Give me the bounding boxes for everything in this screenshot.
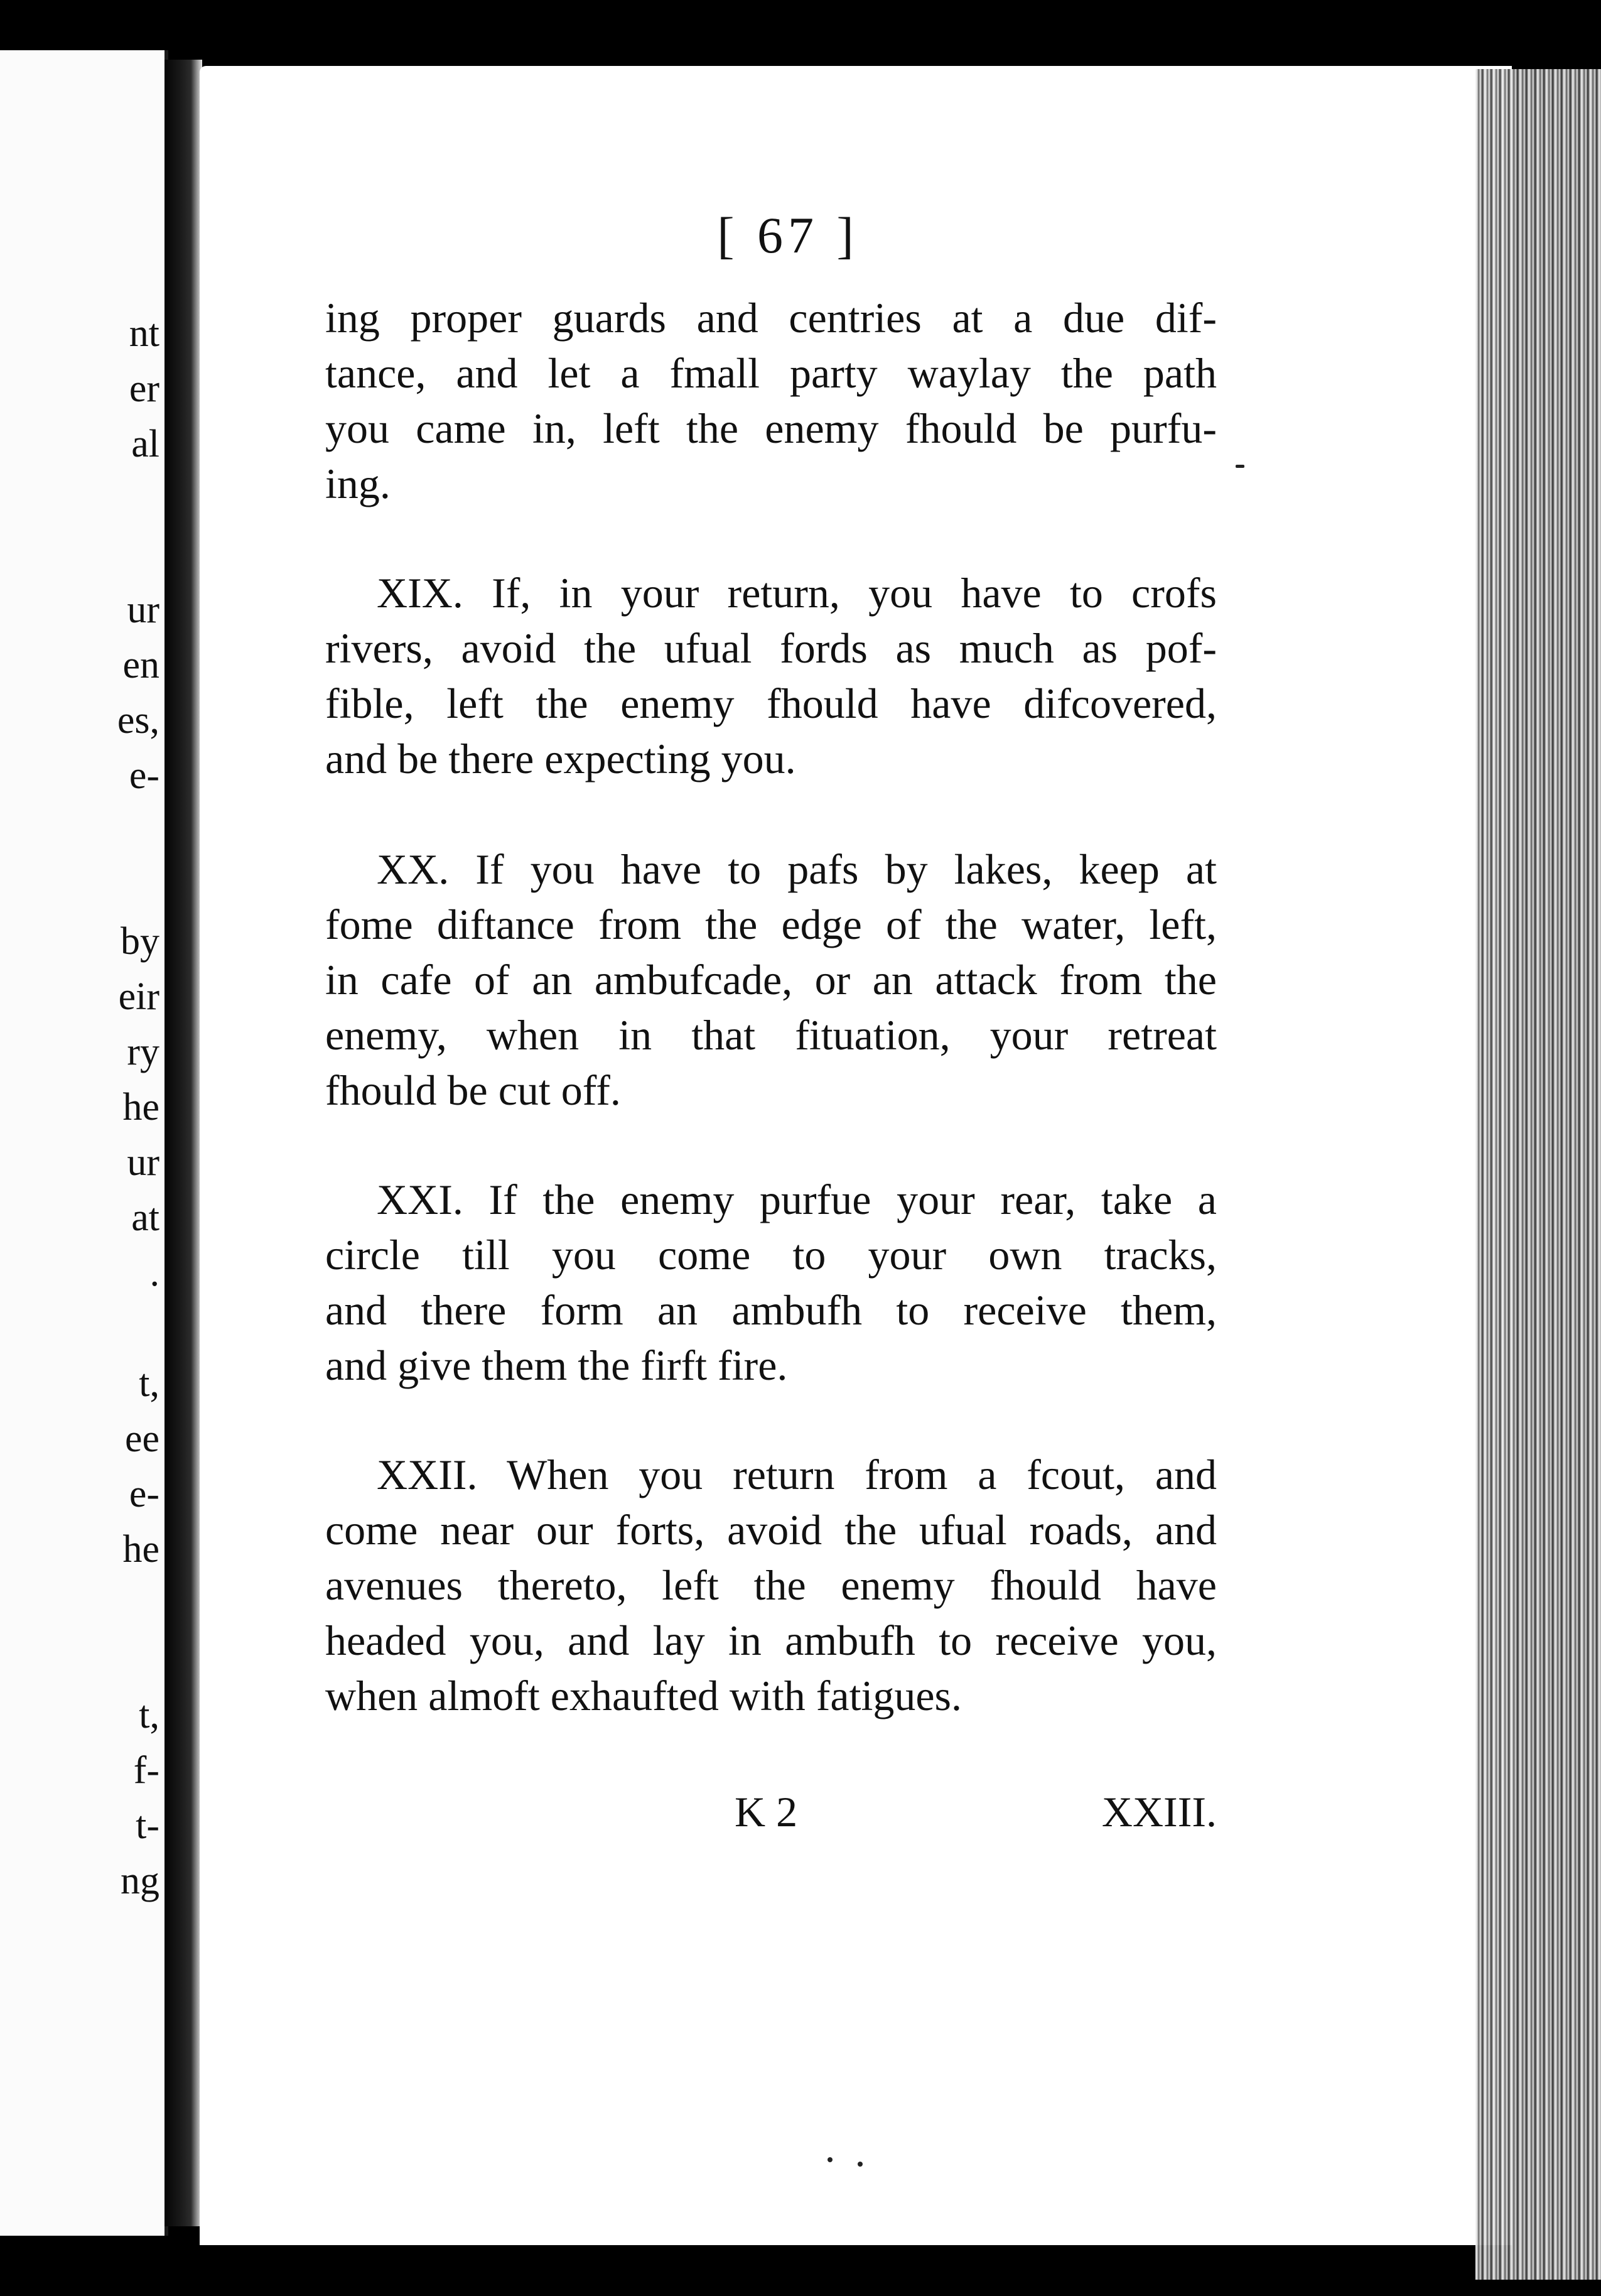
facing-page-fragment: he bbox=[122, 1086, 159, 1129]
text-line: and give them the firft fire. bbox=[325, 1341, 788, 1389]
text-line: XX. If you have to pafs by lakes, keep at bbox=[377, 845, 1217, 893]
page-header: [ 67 ] bbox=[717, 207, 859, 264]
speck bbox=[1236, 465, 1244, 468]
speck bbox=[858, 2162, 863, 2167]
facing-page-fragment: ur bbox=[127, 588, 159, 631]
text-line: fome diftance from the edge of the water, left, bbox=[325, 901, 1217, 948]
facing-page-fragment: f- bbox=[133, 1749, 159, 1792]
facing-page-fragment: ur bbox=[127, 1141, 159, 1184]
facing-page-fragment: eir bbox=[118, 975, 159, 1018]
text-line: avenues thereto, left the enemy fhould have bbox=[325, 1561, 1217, 1609]
text-line: XXII. When you return from a fcout, and bbox=[377, 1451, 1217, 1498]
text-line: XXI. If the enemy purfue your rear, take a bbox=[377, 1176, 1217, 1223]
text-line: ing. bbox=[325, 460, 391, 507]
facing-page-fragment: t, bbox=[139, 1362, 159, 1405]
text-line: come near our forts, avoid the ufual roads, and bbox=[325, 1506, 1217, 1554]
facing-page-fragment: es, bbox=[117, 699, 159, 742]
book-gutter bbox=[164, 60, 202, 2226]
facing-page-fragment: ry bbox=[127, 1031, 159, 1073]
text-line: headed you, and lay in ambufh to receive you, bbox=[325, 1616, 1217, 1664]
facing-page-fragment: e- bbox=[129, 1473, 159, 1515]
facing-page-fragment: ee bbox=[124, 1417, 159, 1460]
text-line: in cafe of an ambufcade, or an attack from the bbox=[325, 956, 1217, 1004]
text-line: rivers, avoid the ufual fords as much as pof- bbox=[325, 624, 1217, 672]
page-edge-stack bbox=[1475, 69, 1601, 2280]
facing-page-fragment: t, bbox=[139, 1694, 159, 1736]
text-line: ing proper guards and centries at a due dif- bbox=[325, 294, 1217, 342]
facing-page-fragment: er bbox=[129, 367, 159, 410]
facing-page-fragment: al bbox=[131, 423, 159, 465]
facing-page-fragment: e- bbox=[129, 754, 159, 797]
facing-page-fragment: at bbox=[131, 1196, 159, 1239]
text-line: circle till you come to your own tracks, bbox=[325, 1231, 1217, 1279]
text-line: you came in, left the enemy fhould be purfu- bbox=[325, 404, 1217, 452]
speck bbox=[827, 2157, 833, 2162]
catchword: XXIII. bbox=[1101, 1788, 1217, 1836]
text-line: fhould be cut off. bbox=[325, 1066, 621, 1114]
facing-page-fragment: he bbox=[122, 1528, 159, 1571]
signature-mark: K 2 bbox=[735, 1788, 798, 1836]
text-line: fible, left the enemy fhould have difcovered, bbox=[325, 680, 1217, 727]
text-line: enemy, when in that fituation, your retreat bbox=[325, 1011, 1217, 1059]
text-line: when almoft exhaufted with fatigues. bbox=[325, 1672, 962, 1719]
text-line: and be there expecting you. bbox=[325, 735, 796, 782]
facing-page-fragment: en bbox=[122, 644, 159, 686]
facing-page-fragment: nt bbox=[129, 312, 159, 355]
text-line: XIX. If, in your return, you have to crofs bbox=[377, 569, 1217, 617]
facing-page-fragment: by bbox=[121, 920, 159, 963]
facing-page-fragment: t- bbox=[136, 1804, 159, 1847]
text-line: and there form an ambufh to receive them, bbox=[325, 1286, 1217, 1334]
facing-page-fragment: ng bbox=[121, 1860, 159, 1902]
facing-page-edge bbox=[0, 50, 168, 2236]
facing-page-fragment: . bbox=[149, 1252, 159, 1294]
text-line: tance, and let a fmall party waylay the path bbox=[325, 349, 1217, 397]
